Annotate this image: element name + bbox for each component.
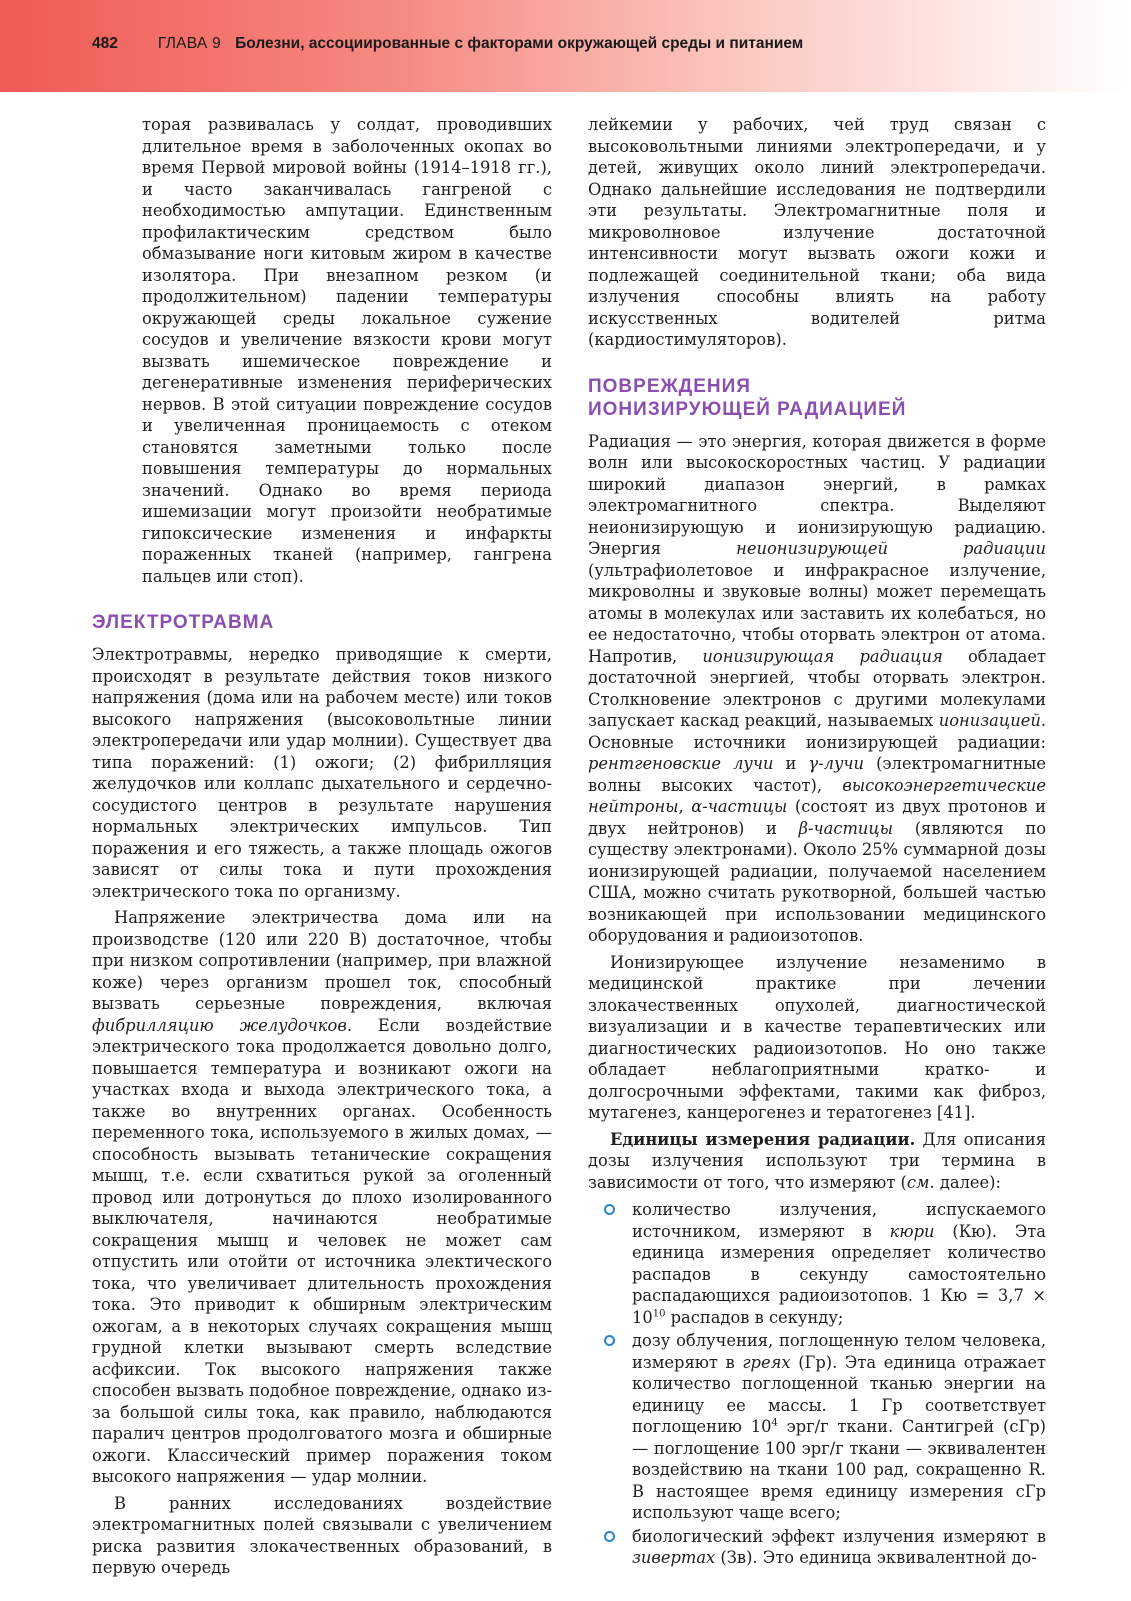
paragraph: лейкемии у рабочих, чей труд связан с высоковольтными линиями электропередачи, и у детей, живущих около линий электропередачи. Однако дальнейшие исследования не подтвердили эти результаты. Электромагнитные поля и микроволновое излучение достаточной интенсивности могут вызвать ожоги кожи и подлежащей соединительной ткани; оба вида излучения способны влиять на работу искусственных водителей ритма (кардиостимуляторов).	[588, 115, 1046, 349]
header-text	[92, 35, 803, 53]
heading-line: ИОНИЗИРУЮЩЕЙ РАДИАЦИЕЙ	[588, 398, 907, 420]
chapter-title: Болезни, ассоциированные с факторами окружающей среды и питанием	[235, 35, 804, 52]
paragraph: Ионизирующее излучение незаменимо в медицинской практике при лечении злокачественных опухолей, диагностической визуализации и в качестве терапевтических или диагностических радиоизотопов. Но оно также обладает неблагоприятными кратко- и долгосрочными эффектами, такими как фиброз, мутагенез, канцерогенез и тератогенез [41].	[588, 952, 1046, 1122]
paragraph: Единицы измерения радиации. Для описания дозы излучения используют три термина в зависимости от того, что измеряют (см. далее):	[588, 1129, 1046, 1192]
section-heading-electrotrauma: ЭЛЕКТРОТРАВМА	[92, 612, 275, 633]
paragraph: Радиация — это энергия, которая движется в форме волн или высокоскоростных частиц. У радиации широкий диапазон энергий, в рамках электромагнитного спектра. Выделяют неионизирующую и ионизирующую радиацию. Энергия неионизирующей радиации (ультрафиолетовое и инфракрасное излучение, микроволны и звуковые волны) может перемещать атомы в молекулах или заставить их колебаться, но ее недостаточно, чтобы оторвать электрон от атома. Напротив, ионизирующая радиация обладает достаточной энергией, чтобы оторвать электрон. Столкновение электронов с другими молекулами запускает каскад реакций, называемых ионизацией. Основные источники ионизирующей радиации: рентгеновские лучи и γ-лучи (электромагнитные волны высоких частот), высокоэнергетические нейтроны, α-частицы (состоят из двух протонов и двух нейтронов) и β-частицы (являются по существу электронами). Около 25% суммарной дозы ионизирующей радиации, получаемой населением США, можно считать рукотворной, большей частью возникающей при использовании медицинского оборудования и радиоизотопов.	[588, 431, 1047, 945]
paragraph: В ранних исследованиях воздействие электромагнитных полей связывали с увеличением риска развития злокачественных образований, в первую очередь	[92, 1493, 552, 1577]
section-heading-ionizing-radiation	[588, 375, 1046, 421]
right-column	[588, 114, 1046, 1571]
chapter-label: ГЛАВА 9	[157, 35, 222, 52]
list-item: биологический эффект излучения измеряют в зивертах (Зв). Это единица эквивалентной до-	[588, 1526, 1046, 1569]
list-item: дозу облучения, поглощенную телом человека, измеряют в греях (Гр). Эта единица отражает количество поглощенной тканью энергии на единицу ее массы. 1 Гр соответствует поглощению $10^4$ эрг/г ткани. Сантигрей (сГр) — поглощение 100 эрг/г ткани — эквивалентен воздействию на ткани 100 рад, сокращенно R. В настоящее время единицу измерения сГр используют чаще всего;	[588, 1330, 1046, 1524]
left-column	[92, 114, 552, 1584]
bullet-icon	[604, 1204, 615, 1215]
radiation-units-list	[588, 1199, 1046, 1569]
paragraph: Напряжение электричества дома или на производстве (120 или 220 В) достаточное, чтобы при низком сопротивлении (например, при влажной коже) через организм прошел ток, способный вызвать серьезные повреждения, включая фибрилляцию желудочков. Если воздействие электрического тока продолжается довольно долго, повышается температура и возникают ожоги на участках входа и выхода электрического тока, а также во внутренних органах. Особенность переменного тока, используемого в жилых домах, — способность вызывать тетанические сокращения мышц, т.е. если схватиться рукой за оголенный провод или дотронуться до плохо изолированного выключателя, начинаются необратимые сокращения мышц и человек не может сам отпустить или отойти от источника электического тока, что увеличивает длительность прохождения тока. Это приводит к обширным электрическим ожогам, а в некоторых случаях сокращения мышц грудной клетки вызывают смерть вследствие асфиксии. Ток высокого напряжения также способен вызвать подобное повреждение, однако из-за большой силы тока, как правило, наблюдаются паралич центров продолговатого мозга и обширные ожоги. Классический пример поражения током высокого напряжения — удар молнии.	[92, 908, 552, 1486]
paragraph: Электротравмы, нередко приводящие к смерти, происходят в результате действия токов низкого напряжения (дома или на рабочем месте) или токов высокого напряжения (высоковольтные линии электропередачи или удар молнии). Существует два типа поражений: (1) ожоги; (2) фибрилляция желудочков или коллапс дыхательного и сердечно-сосудистого центров в результате нарушения нормальных электрических импульсов. Тип поражения и его тяжесть, а также площадь ожогов зависят от силы тока и пути прохождения электрического тока по организму.	[92, 645, 552, 901]
running-header	[0, 0, 1131, 92]
bullet-icon	[604, 1531, 615, 1542]
heading-line: ПОВРЕЖДЕНИЯ	[588, 375, 751, 397]
list-item: количество излучения, испускаемого источником, измеряют в кюри (Кю). Эта единица измерения определяет количество распадов в секунду самостоятельно распадающихся радиоизотопов. 1 Кю = $3,7 \times 10^{10}$ распадов в секунду;	[588, 1199, 1046, 1328]
intro-paragraph: торая развивалась у солдат, проводивших длительное время в заболоченных окопах во время Первой мировой войны (1914–1918 гг.), и часто заканчивалась гангреной с необходимостью ампутации. Единственным профилактическим средством было обмазывание ноги китовым жиром в качестве изолятора. При внезапном резком (и продолжительном) падении температуры окружающей среды локальное сужение сосудов и увеличение вязкости крови могут вызвать ишемическое повреждение и дегенеративные изменения периферических нервов. В этой ситуации повреждение сосудов и увеличенная проницаемость с отеком становятся заметными только после повышения температуры до нормальных значений. Однако во время периода ишемизации могут произойти необратимые гипоксические изменения и инфаркты пораженных тканей (например, гангрена пальцев или стоп).	[142, 115, 552, 586]
bullet-icon	[604, 1335, 615, 1346]
page-number: 482	[92, 35, 118, 52]
